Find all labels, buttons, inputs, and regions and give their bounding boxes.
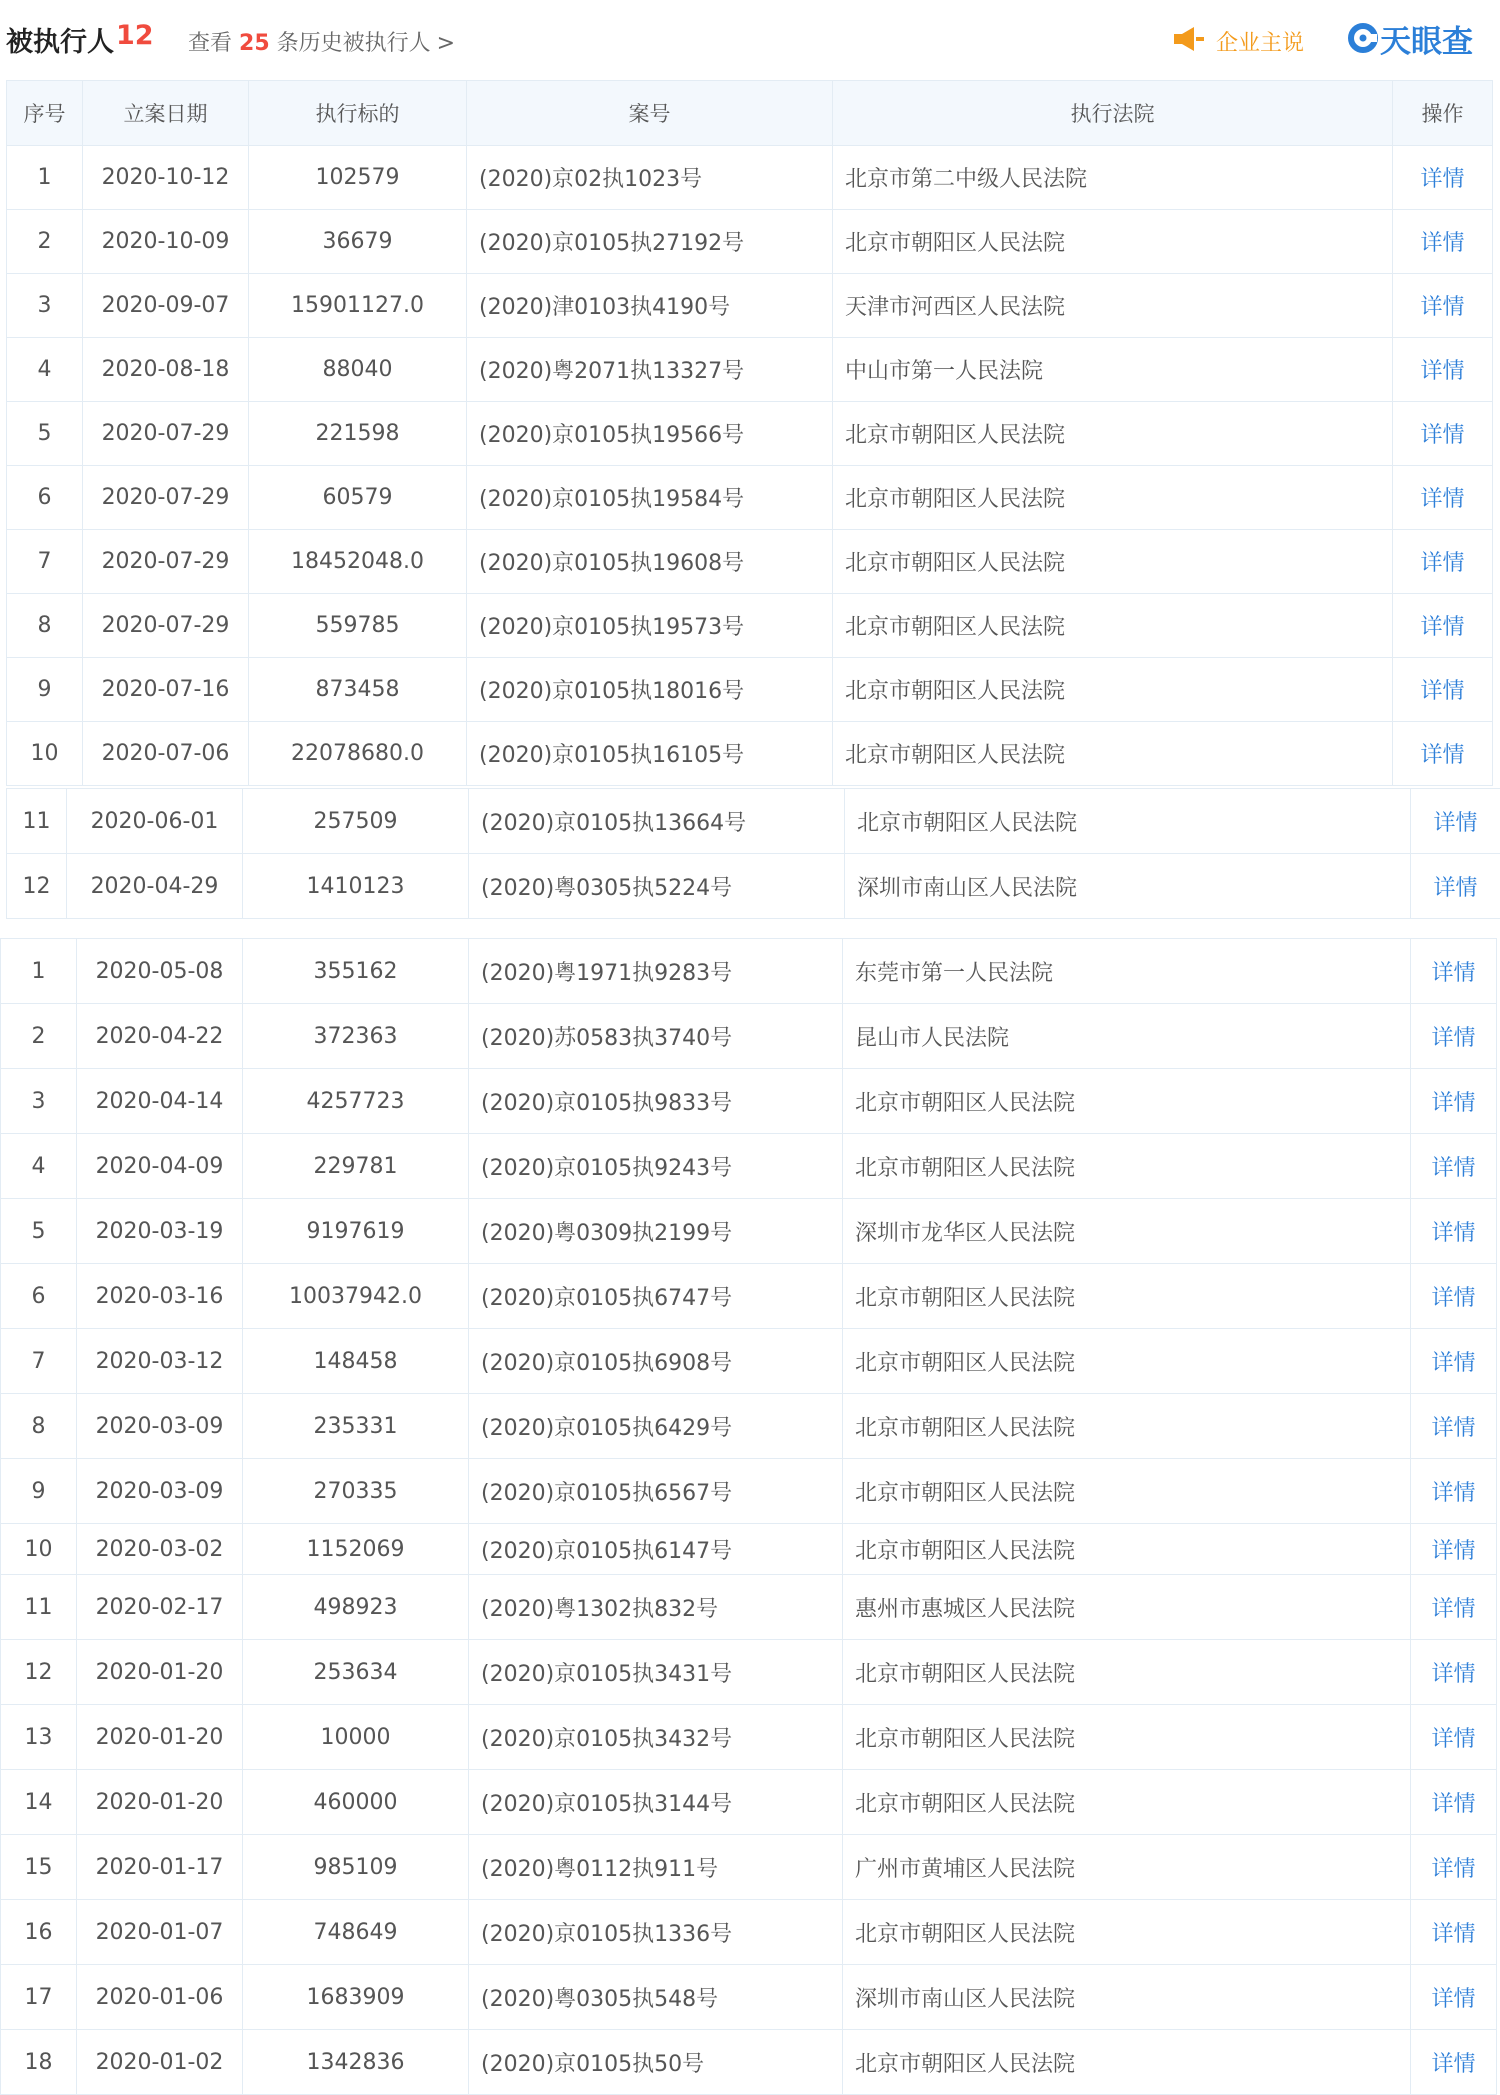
tianyancha-logo — [1348, 18, 1473, 58]
case-number: (2020)京0105执1336号 — [469, 1900, 843, 1965]
detail-link[interactable]: 详情 — [1393, 338, 1493, 402]
table-row — [1, 1069, 1497, 1134]
row-number: 11 — [7, 789, 67, 854]
table-row — [1, 1199, 1497, 1264]
logo-text: 天眼查 — [1380, 16, 1473, 61]
case-number: (2020)京02执1023号 — [467, 146, 833, 210]
table-row — [1, 1524, 1497, 1575]
executed-table-3 — [0, 938, 1497, 2095]
filing-date: 2020-08-18 — [83, 338, 249, 402]
executed-count: 12 — [116, 20, 154, 51]
detail-link[interactable]: 详情 — [1411, 1900, 1497, 1965]
execution-amount: 10037942.0 — [243, 1264, 469, 1329]
court-name: 北京市朝阳区人民法院 — [843, 1069, 1411, 1134]
detail-link[interactable]: 详情 — [1411, 1459, 1497, 1524]
history-link[interactable] — [188, 26, 455, 57]
row-number: 12 — [7, 854, 67, 919]
case-number: (2020)京0105执19566号 — [467, 402, 833, 466]
detail-link[interactable]: 详情 — [1411, 1640, 1497, 1705]
execution-amount: 10000 — [243, 1705, 469, 1770]
filing-date: 2020-04-14 — [77, 1069, 243, 1134]
table-row — [1, 1965, 1497, 2030]
history-suffix: 条历史被执行人 — [277, 31, 431, 56]
page-title: 被执行人 — [6, 20, 114, 59]
filing-date: 2020-07-29 — [83, 402, 249, 466]
detail-link[interactable]: 详情 — [1411, 854, 1500, 919]
filing-date: 2020-03-16 — [77, 1264, 243, 1329]
case-number: (2020)粤1302执832号 — [469, 1575, 843, 1640]
row-number: 15 — [1, 1835, 77, 1900]
table-row — [7, 854, 1500, 919]
case-number: (2020)苏0583执3740号 — [469, 1004, 843, 1069]
case-number: (2020)京0105执6147号 — [469, 1524, 843, 1575]
detail-link[interactable]: 详情 — [1393, 530, 1493, 594]
table-row — [7, 789, 1500, 854]
chevron-right-icon: > — [437, 31, 455, 56]
court-name: 北京市朝阳区人民法院 — [843, 2030, 1411, 2095]
detail-link[interactable]: 详情 — [1411, 1770, 1497, 1835]
detail-link[interactable]: 详情 — [1411, 789, 1500, 854]
history-prefix: 查看 — [188, 31, 232, 56]
case-number: (2020)京0105执3431号 — [469, 1640, 843, 1705]
case-number: (2020)京0105执16105号 — [467, 722, 833, 786]
table-row — [7, 274, 1493, 338]
case-number: (2020)京0105执6747号 — [469, 1264, 843, 1329]
filing-date: 2020-01-20 — [77, 1770, 243, 1835]
detail-link[interactable]: 详情 — [1411, 1575, 1497, 1640]
row-number: 17 — [1, 1965, 77, 2030]
row-number: 7 — [1, 1329, 77, 1394]
court-name: 惠州市惠城区人民法院 — [843, 1575, 1411, 1640]
court-name: 北京市朝阳区人民法院 — [833, 466, 1393, 530]
filing-date: 2020-07-29 — [83, 530, 249, 594]
detail-link[interactable]: 详情 — [1393, 594, 1493, 658]
filing-date: 2020-04-29 — [67, 854, 243, 919]
row-number: 2 — [7, 210, 83, 274]
filing-date: 2020-04-09 — [77, 1134, 243, 1199]
court-name: 北京市朝阳区人民法院 — [833, 530, 1393, 594]
row-number: 9 — [7, 658, 83, 722]
table-row — [1, 1770, 1497, 1835]
filing-date: 2020-07-29 — [83, 594, 249, 658]
case-number: (2020)京0105执19573号 — [467, 594, 833, 658]
row-number: 6 — [1, 1264, 77, 1329]
filing-date: 2020-04-22 — [77, 1004, 243, 1069]
detail-link[interactable]: 详情 — [1411, 1394, 1497, 1459]
court-name: 北京市朝阳区人民法院 — [833, 402, 1393, 466]
col-header-no: 序号 — [7, 81, 83, 146]
court-name: 昆山市人民法院 — [843, 1004, 1411, 1069]
detail-link[interactable]: 详情 — [1411, 1705, 1497, 1770]
court-name: 北京市朝阳区人民法院 — [843, 1640, 1411, 1705]
detail-link[interactable]: 详情 — [1411, 1199, 1497, 1264]
table-row — [1, 1459, 1497, 1524]
col-header-case: 案号 — [467, 81, 833, 146]
table-row — [1, 1900, 1497, 1965]
table-row — [1, 1004, 1497, 1069]
execution-amount: 985109 — [243, 1835, 469, 1900]
case-number: (2020)京0105执19608号 — [467, 530, 833, 594]
filing-date: 2020-07-06 — [83, 722, 249, 786]
court-name: 深圳市龙华区人民法院 — [843, 1199, 1411, 1264]
court-name: 北京市朝阳区人民法院 — [833, 594, 1393, 658]
filing-date: 2020-01-07 — [77, 1900, 243, 1965]
row-number: 10 — [7, 722, 83, 786]
court-name: 深圳市南山区人民法院 — [845, 854, 1411, 919]
case-number: (2020)京0105执18016号 — [467, 658, 833, 722]
table-row — [7, 146, 1493, 210]
detail-link[interactable]: 详情 — [1393, 658, 1493, 722]
table-row — [7, 658, 1493, 722]
row-number: 3 — [7, 274, 83, 338]
case-number: (2020)京0105执13664号 — [469, 789, 845, 854]
execution-amount: 36679 — [249, 210, 467, 274]
execution-amount: 60579 — [249, 466, 467, 530]
row-number: 16 — [1, 1900, 77, 1965]
court-name: 北京市朝阳区人民法院 — [843, 1134, 1411, 1199]
court-name: 北京市朝阳区人民法院 — [833, 722, 1393, 786]
table-row — [7, 402, 1493, 466]
court-name: 北京市朝阳区人民法院 — [843, 1524, 1411, 1575]
case-number: (2020)津0103执4190号 — [467, 274, 833, 338]
court-name: 北京市第二中级人民法院 — [833, 146, 1393, 210]
row-number: 11 — [1, 1575, 77, 1640]
case-number: (2020)京0105执27192号 — [467, 210, 833, 274]
row-number: 14 — [1, 1770, 77, 1835]
table-row — [1, 1705, 1497, 1770]
tianyancha-logo-icon — [1348, 23, 1378, 53]
execution-amount: 1683909 — [243, 1965, 469, 2030]
detail-link[interactable]: 详情 — [1411, 1835, 1497, 1900]
filing-date: 2020-05-08 — [77, 939, 243, 1004]
table-row — [1, 939, 1497, 1004]
row-number: 18 — [1, 2030, 77, 2095]
filing-date: 2020-10-12 — [83, 146, 249, 210]
case-number: (2020)粤0305执548号 — [469, 1965, 843, 2030]
execution-amount: 4257723 — [243, 1069, 469, 1134]
detail-link[interactable]: 详情 — [1411, 1004, 1497, 1069]
col-header-action: 操作 — [1393, 81, 1493, 146]
row-number: 4 — [1, 1134, 77, 1199]
execution-amount: 102579 — [249, 146, 467, 210]
execution-amount: 873458 — [249, 658, 467, 722]
court-name: 北京市朝阳区人民法院 — [843, 1394, 1411, 1459]
filing-date: 2020-07-16 — [83, 658, 249, 722]
case-number: (2020)京0105执9833号 — [469, 1069, 843, 1134]
table-row — [1, 1835, 1497, 1900]
execution-amount: 257509 — [243, 789, 469, 854]
history-count: 25 — [239, 31, 270, 56]
row-number: 6 — [7, 466, 83, 530]
table-row — [7, 594, 1493, 658]
filing-date: 2020-03-09 — [77, 1394, 243, 1459]
row-number: 12 — [1, 1640, 77, 1705]
detail-link[interactable]: 详情 — [1411, 1329, 1497, 1394]
court-name: 东莞市第一人民法院 — [843, 939, 1411, 1004]
row-number: 1 — [1, 939, 77, 1004]
row-number: 2 — [1, 1004, 77, 1069]
col-header-date: 立案日期 — [83, 81, 249, 146]
filing-date: 2020-02-17 — [77, 1575, 243, 1640]
detail-link[interactable]: 详情 — [1411, 939, 1497, 1004]
filing-date: 2020-07-29 — [83, 466, 249, 530]
case-number: (2020)京0105执9243号 — [469, 1134, 843, 1199]
row-number: 5 — [1, 1199, 77, 1264]
table-row — [7, 722, 1493, 786]
row-number: 3 — [1, 1069, 77, 1134]
row-number: 7 — [7, 530, 83, 594]
case-number: (2020)粤1971执9283号 — [469, 939, 843, 1004]
court-name: 广州市黄埔区人民法院 — [843, 1835, 1411, 1900]
execution-amount: 1342836 — [243, 2030, 469, 2095]
execution-amount: 9197619 — [243, 1199, 469, 1264]
filing-date: 2020-03-02 — [77, 1524, 243, 1575]
table-row — [1, 1640, 1497, 1705]
row-number: 5 — [7, 402, 83, 466]
detail-link[interactable]: 详情 — [1393, 146, 1493, 210]
filing-date: 2020-01-20 — [77, 1705, 243, 1770]
case-number: (2020)粤2071执13327号 — [467, 338, 833, 402]
qiye-zhushuo-link[interactable]: 企业主说 — [1216, 26, 1304, 57]
case-number: (2020)京0105执6908号 — [469, 1329, 843, 1394]
filing-date: 2020-01-02 — [77, 2030, 243, 2095]
row-number: 4 — [7, 338, 83, 402]
detail-link[interactable]: 详情 — [1411, 1069, 1497, 1134]
execution-amount: 1410123 — [243, 854, 469, 919]
detail-link[interactable]: 详情 — [1411, 1524, 1497, 1575]
court-name: 深圳市南山区人民法院 — [843, 1965, 1411, 2030]
detail-link[interactable]: 详情 — [1411, 1134, 1497, 1199]
detail-link[interactable]: 详情 — [1411, 1264, 1497, 1329]
row-number: 9 — [1, 1459, 77, 1524]
execution-amount: 22078680.0 — [249, 722, 467, 786]
case-number: (2020)京0105执6429号 — [469, 1394, 843, 1459]
row-number: 10 — [1, 1524, 77, 1575]
table-row — [1, 1134, 1497, 1199]
filing-date: 2020-09-07 — [83, 274, 249, 338]
table-row — [1, 2030, 1497, 2095]
filing-date: 2020-03-12 — [77, 1329, 243, 1394]
table-row — [7, 210, 1493, 274]
table-row — [1, 1575, 1497, 1640]
court-name: 北京市朝阳区人民法院 — [843, 1459, 1411, 1524]
court-name: 天津市河西区人民法院 — [833, 274, 1393, 338]
row-number: 8 — [7, 594, 83, 658]
executed-table-1 — [6, 80, 1493, 786]
table-row — [7, 466, 1493, 530]
execution-amount: 270335 — [243, 1459, 469, 1524]
execution-amount: 235331 — [243, 1394, 469, 1459]
execution-amount: 221598 — [249, 402, 467, 466]
execution-amount: 372363 — [243, 1004, 469, 1069]
page-header — [0, 0, 1500, 80]
execution-amount: 88040 — [249, 338, 467, 402]
table-row — [1, 1329, 1497, 1394]
execution-amount: 559785 — [249, 594, 467, 658]
detail-link[interactable]: 详情 — [1393, 466, 1493, 530]
execution-amount: 1152069 — [243, 1524, 469, 1575]
execution-amount: 15901127.0 — [249, 274, 467, 338]
detail-link[interactable]: 详情 — [1411, 2030, 1497, 2095]
filing-date: 2020-01-06 — [77, 1965, 243, 2030]
execution-amount: 18452048.0 — [249, 530, 467, 594]
executed-table-2 — [6, 788, 1500, 919]
filing-date: 2020-01-20 — [77, 1640, 243, 1705]
court-name: 北京市朝阳区人民法院 — [843, 1329, 1411, 1394]
court-name: 北京市朝阳区人民法院 — [843, 1900, 1411, 1965]
table-row — [7, 338, 1493, 402]
case-number: (2020)粤0305执5224号 — [469, 854, 845, 919]
filing-date: 2020-01-17 — [77, 1835, 243, 1900]
case-number: (2020)京0105执50号 — [469, 2030, 843, 2095]
execution-amount: 748649 — [243, 1900, 469, 1965]
table-row — [1, 1264, 1497, 1329]
case-number: (2020)京0105执6567号 — [469, 1459, 843, 1524]
filing-date: 2020-10-09 — [83, 210, 249, 274]
table-header-row — [7, 81, 1493, 146]
court-name: 北京市朝阳区人民法院 — [843, 1770, 1411, 1835]
execution-amount: 355162 — [243, 939, 469, 1004]
row-number: 13 — [1, 1705, 77, 1770]
case-number: (2020)粤0309执2199号 — [469, 1199, 843, 1264]
case-number: (2020)京0105执19584号 — [467, 466, 833, 530]
execution-amount: 229781 — [243, 1134, 469, 1199]
detail-link[interactable]: 详情 — [1393, 274, 1493, 338]
filing-date: 2020-03-09 — [77, 1459, 243, 1524]
execution-amount: 253634 — [243, 1640, 469, 1705]
case-number: (2020)京0105执3144号 — [469, 1770, 843, 1835]
detail-link[interactable]: 详情 — [1393, 210, 1493, 274]
detail-link[interactable]: 详情 — [1411, 1965, 1497, 2030]
table-row — [7, 530, 1493, 594]
execution-amount: 148458 — [243, 1329, 469, 1394]
execution-amount: 498923 — [243, 1575, 469, 1640]
court-name: 北京市朝阳区人民法院 — [843, 1264, 1411, 1329]
row-number: 1 — [7, 146, 83, 210]
table-row — [1, 1394, 1497, 1459]
court-name: 中山市第一人民法院 — [833, 338, 1393, 402]
col-header-court: 执行法院 — [833, 81, 1393, 146]
case-number: (2020)京0105执3432号 — [469, 1705, 843, 1770]
court-name: 北京市朝阳区人民法院 — [833, 210, 1393, 274]
filing-date: 2020-06-01 — [67, 789, 243, 854]
case-number: (2020)粤0112执911号 — [469, 1835, 843, 1900]
execution-amount: 460000 — [243, 1770, 469, 1835]
court-name: 北京市朝阳区人民法院 — [843, 1705, 1411, 1770]
court-name: 北京市朝阳区人民法院 — [833, 658, 1393, 722]
speaker-icon[interactable] — [1172, 24, 1206, 54]
filing-date: 2020-03-19 — [77, 1199, 243, 1264]
detail-link[interactable]: 详情 — [1393, 402, 1493, 466]
row-number: 8 — [1, 1394, 77, 1459]
detail-link[interactable]: 详情 — [1393, 722, 1493, 786]
court-name: 北京市朝阳区人民法院 — [845, 789, 1411, 854]
col-header-amount: 执行标的 — [249, 81, 467, 146]
